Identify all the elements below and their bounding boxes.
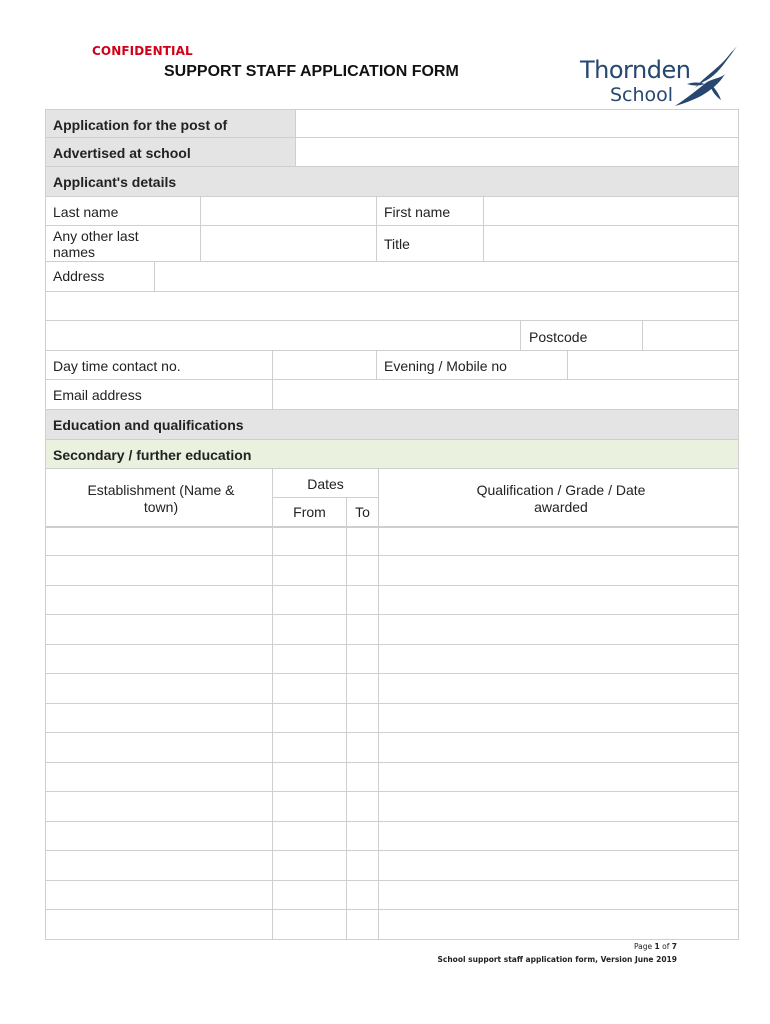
address-input-line1[interactable]	[155, 262, 738, 291]
to-date-input[interactable]	[347, 586, 378, 614]
qualification-input[interactable]	[379, 615, 738, 644]
to-date-input[interactable]	[347, 881, 378, 909]
page-current: 1	[654, 942, 660, 951]
post-label: Application for the post of	[53, 117, 228, 133]
qualification-input[interactable]	[379, 792, 738, 821]
to-date-input[interactable]	[347, 704, 378, 732]
from-date-input[interactable]	[273, 615, 346, 644]
application-form	[45, 109, 739, 940]
education-table-header	[45, 469, 739, 527]
logo-text-line2: School	[610, 84, 674, 106]
establishment-input[interactable]	[46, 586, 272, 614]
establishment-input[interactable]	[46, 645, 272, 673]
to-date-input[interactable]	[347, 556, 378, 585]
email-label: Email address	[53, 387, 142, 403]
education-table-row	[45, 910, 739, 940]
qualification-input[interactable]	[379, 881, 738, 909]
qualification-input[interactable]	[379, 910, 738, 939]
address-input-line3[interactable]	[46, 321, 520, 350]
from-date-input[interactable]	[273, 528, 346, 555]
from-date-input[interactable]	[273, 881, 346, 909]
education-table-row	[45, 792, 739, 822]
qualification-input[interactable]	[379, 528, 738, 555]
email-row	[45, 380, 739, 410]
establishment-input[interactable]	[46, 615, 272, 644]
qualification-input[interactable]	[379, 851, 738, 880]
establishment-input[interactable]	[46, 910, 272, 939]
first-name-label: First name	[384, 204, 451, 220]
from-date-input[interactable]	[273, 704, 346, 732]
qualification-input[interactable]	[379, 704, 738, 732]
from-date-input[interactable]	[273, 556, 346, 585]
to-date-input[interactable]	[347, 822, 378, 850]
establishment-input[interactable]	[46, 733, 272, 762]
establishment-input[interactable]	[46, 556, 272, 585]
qualification-input[interactable]	[379, 645, 738, 673]
qualification-input[interactable]	[379, 674, 738, 703]
education-table-row	[45, 586, 739, 615]
establishment-input[interactable]	[46, 674, 272, 703]
from-date-input[interactable]	[273, 792, 346, 821]
applicant-details-header	[45, 167, 739, 197]
education-table-row	[45, 881, 739, 910]
advertised-input[interactable]	[296, 138, 738, 166]
establishment-input[interactable]	[46, 822, 272, 850]
last-name-label: Last name	[53, 204, 119, 220]
confidential-label: CONFIDENTIAL	[92, 44, 193, 58]
other-last-names-label: Any other last names	[53, 228, 139, 260]
advertised-row	[45, 138, 739, 167]
advertised-label-cell	[46, 138, 295, 166]
contact-row	[45, 351, 739, 380]
establishment-input[interactable]	[46, 704, 272, 732]
establishment-input[interactable]	[46, 881, 272, 909]
qualification-input[interactable]	[379, 822, 738, 850]
advertised-label: Advertised at school	[53, 145, 191, 161]
to-date-input[interactable]	[347, 733, 378, 762]
qualification-input[interactable]	[379, 586, 738, 614]
col-dates: Dates	[307, 476, 344, 492]
name-row	[45, 197, 739, 226]
col-from: From	[293, 504, 326, 520]
page-number	[634, 942, 677, 951]
from-date-input[interactable]	[273, 851, 346, 880]
from-date-input[interactable]	[273, 733, 346, 762]
logo-text-line1: Thornden	[580, 56, 691, 84]
to-date-input[interactable]	[347, 792, 378, 821]
education-table-row	[45, 615, 739, 645]
to-date-input[interactable]	[347, 910, 378, 939]
from-date-input[interactable]	[273, 763, 346, 791]
qualification-input[interactable]	[379, 763, 738, 791]
education-table-row	[45, 822, 739, 851]
establishment-input[interactable]	[46, 851, 272, 880]
postcode-label: Postcode	[529, 329, 588, 345]
page-label: Page	[633, 942, 653, 951]
evening-mobile-input[interactable]	[568, 351, 738, 379]
secondary-education-title: Secondary / further education	[53, 447, 252, 463]
establishment-input[interactable]	[46, 792, 272, 821]
bird-logo-icon	[667, 44, 742, 114]
address-label: Address	[53, 268, 105, 284]
from-date-input[interactable]	[273, 586, 346, 614]
form-version: School support staff application form, Version June 2019	[437, 955, 677, 964]
to-date-input[interactable]	[347, 615, 378, 644]
post-row	[45, 109, 739, 138]
education-table-row	[45, 527, 739, 556]
education-table-row	[45, 733, 739, 763]
from-date-input[interactable]	[273, 910, 346, 939]
address-row	[45, 262, 739, 292]
to-date-input[interactable]	[347, 763, 378, 791]
title-input[interactable]	[484, 226, 738, 261]
education-header	[45, 410, 739, 440]
to-date-input[interactable]	[347, 528, 378, 555]
evening-mobile-label: Evening / Mobile no	[384, 358, 507, 374]
postcode-row	[45, 321, 739, 351]
school-logo	[577, 44, 742, 114]
to-date-input[interactable]	[347, 851, 378, 880]
applicant-details-title: Applicant's details	[53, 174, 177, 190]
to-date-input[interactable]	[347, 645, 378, 673]
establishment-input[interactable]	[46, 528, 272, 555]
from-date-input[interactable]	[273, 674, 346, 703]
education-title: Education and qualifications	[53, 417, 244, 433]
page-total: 7	[671, 942, 677, 951]
email-input[interactable]	[273, 380, 738, 409]
postcode-input[interactable]	[643, 321, 738, 350]
education-table-row	[45, 763, 739, 792]
establishment-input[interactable]	[46, 763, 272, 791]
qualification-input[interactable]	[379, 733, 738, 762]
other-last-names-input[interactable]	[201, 226, 376, 261]
education-table-row	[45, 704, 739, 733]
from-date-input[interactable]	[273, 645, 346, 673]
first-name-input[interactable]	[484, 197, 738, 225]
daytime-contact-label: Day time contact no.	[53, 358, 181, 374]
col-establishment: Establishment (Name & town)	[87, 482, 235, 515]
address-input-line2[interactable]	[46, 292, 738, 320]
other-names-row	[45, 226, 739, 262]
page-of: of	[662, 942, 670, 951]
last-name-input[interactable]	[201, 197, 376, 225]
form-title: SUPPORT STAFF APPLICATION FORM	[164, 63, 459, 80]
education-table-row	[45, 556, 739, 586]
from-date-input[interactable]	[273, 822, 346, 850]
secondary-education-header	[45, 440, 739, 469]
to-date-input[interactable]	[347, 674, 378, 703]
col-qualification: Qualification / Grade / Date awarded	[476, 482, 646, 515]
education-table-row	[45, 851, 739, 881]
daytime-contact-input[interactable]	[273, 351, 376, 379]
col-to: To	[355, 504, 370, 520]
education-table-row	[45, 674, 739, 704]
education-table-row	[45, 645, 739, 674]
post-label-cell	[46, 110, 295, 137]
title-label: Title	[384, 236, 410, 252]
address-row-2	[45, 292, 739, 321]
qualification-input[interactable]	[379, 556, 738, 585]
post-input[interactable]	[296, 110, 738, 137]
